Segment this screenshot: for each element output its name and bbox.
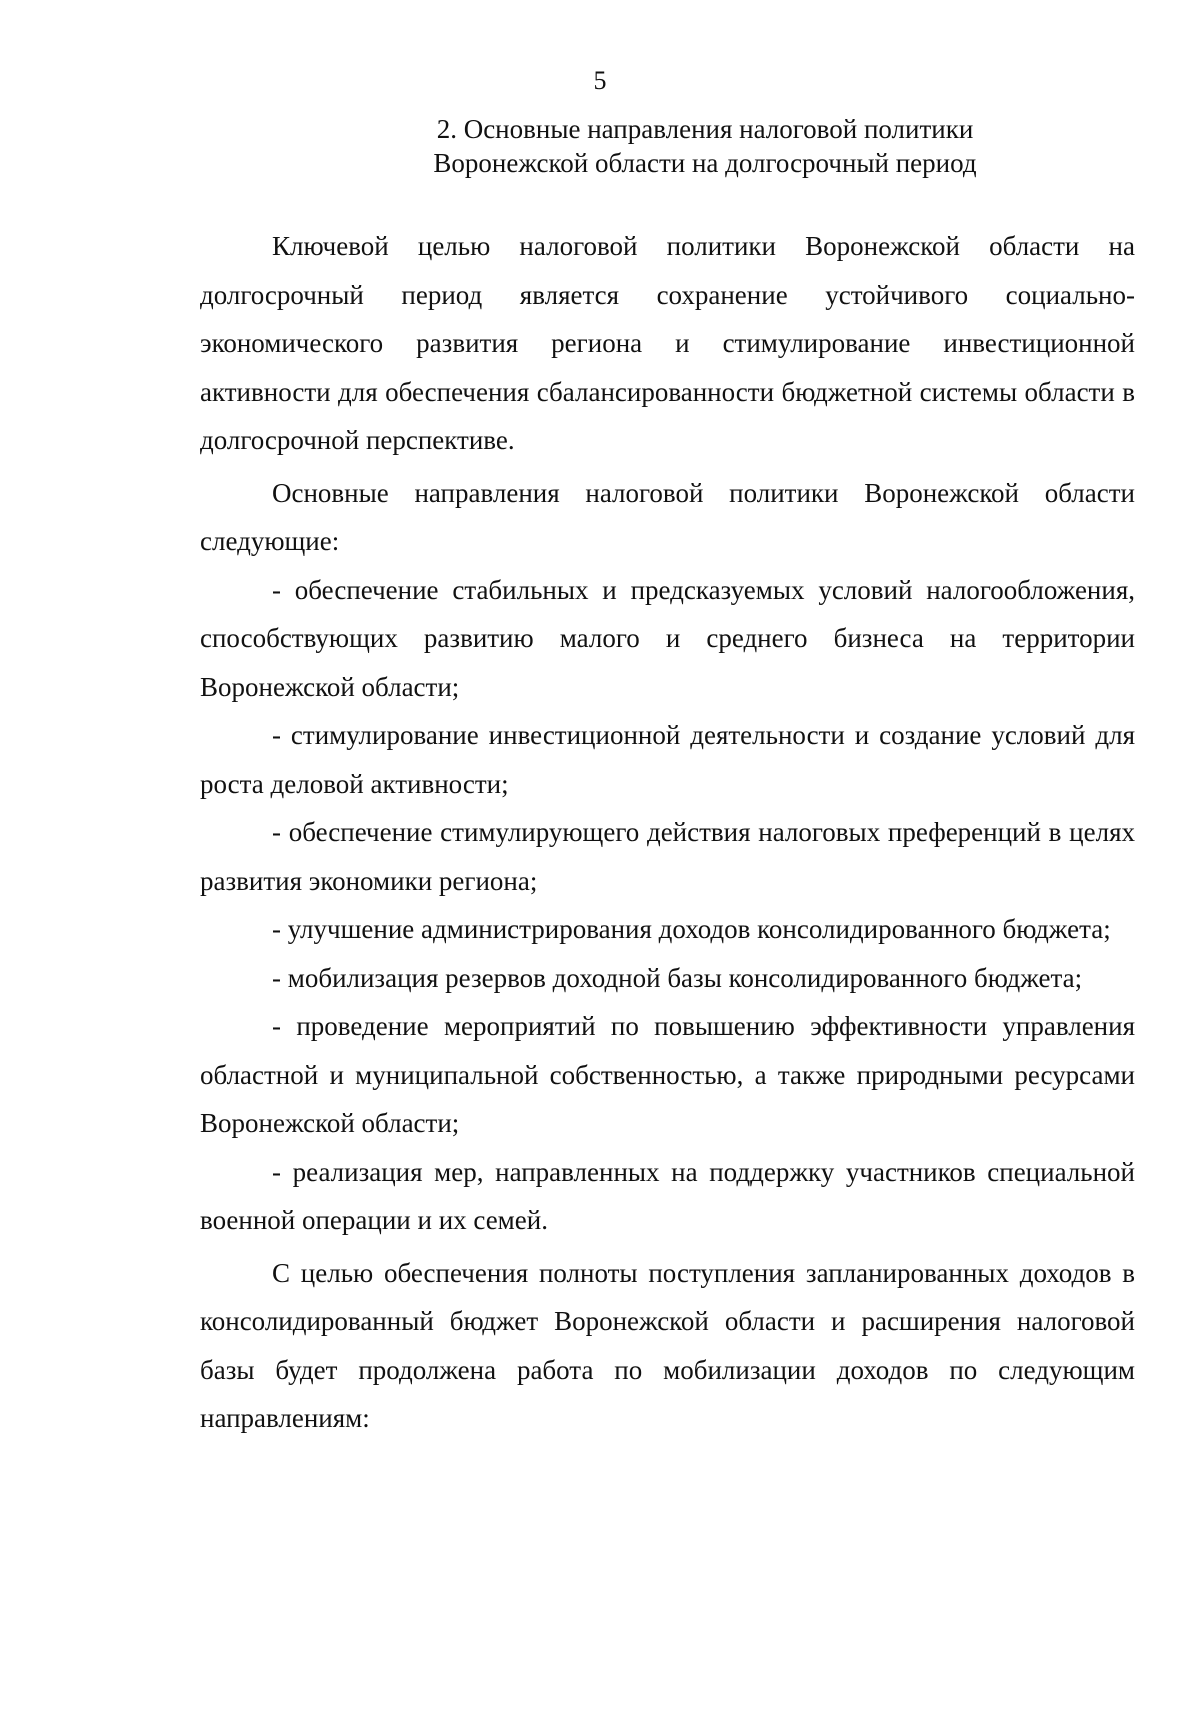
section-heading-line-1: 2. Основные направления налоговой политики bbox=[436, 114, 974, 144]
list-item-svo-support: - реализация мер, направленных на поддержку участников специальной военной операции и их семей. bbox=[200, 1156, 1135, 1235]
section-heading bbox=[355, 112, 1055, 180]
section-heading-line-2: Воронежской области на долгосрочный период bbox=[433, 148, 977, 178]
paragraph-directions-intro: Основные направления налоговой политики Воронежской области следующие: bbox=[200, 477, 1135, 556]
list-item-stable-taxation: - обеспечение стабильных и предсказуемых условий налогообложения, способствующих развитию малого и среднего бизнеса на территории Воронежской области; bbox=[200, 574, 1135, 702]
list-item-investment-stimulation: - стимулирование инвестиционной деятельности и создание условий для роста деловой активности; bbox=[200, 720, 1135, 799]
list-item-tax-preferences: - обеспечение стимулирующего действия налоговых преференций в целях развития экономики региона; bbox=[200, 817, 1135, 896]
list-item-property-management: - проведение мероприятий по повышению эффективности управления областной и муниципальной собственностью, а также природными ресурсами Воронежской области; bbox=[200, 1011, 1135, 1138]
list-item-revenue-administration: - улучшение администрирования доходов консолидированного бюджета; bbox=[272, 914, 1111, 944]
list-item-reserve-mobilization: - мобилизация резервов доходной базы консолидированного бюджета; bbox=[272, 962, 1083, 993]
paragraph-revenue-mobilization: С целью обеспечения полноты поступления запланированных доходов в консолидированный бюджет Воронежской области и расширения налоговой базы будет продолжена работа по мобилизации доходов по следующим направлениям: bbox=[200, 1257, 1135, 1433]
paragraph-goal: Ключевой целью налоговой политики Воронежской области на долгосрочный период является сохранение устойчивого социально-экономического развития региона и стимулирование инвестиционной активности для обеспечения сбалансированности бюджетной системы области в долгосрочной перспективе. bbox=[200, 231, 1135, 455]
document-body bbox=[200, 222, 1135, 1443]
page-number: 5 bbox=[593, 66, 607, 95]
